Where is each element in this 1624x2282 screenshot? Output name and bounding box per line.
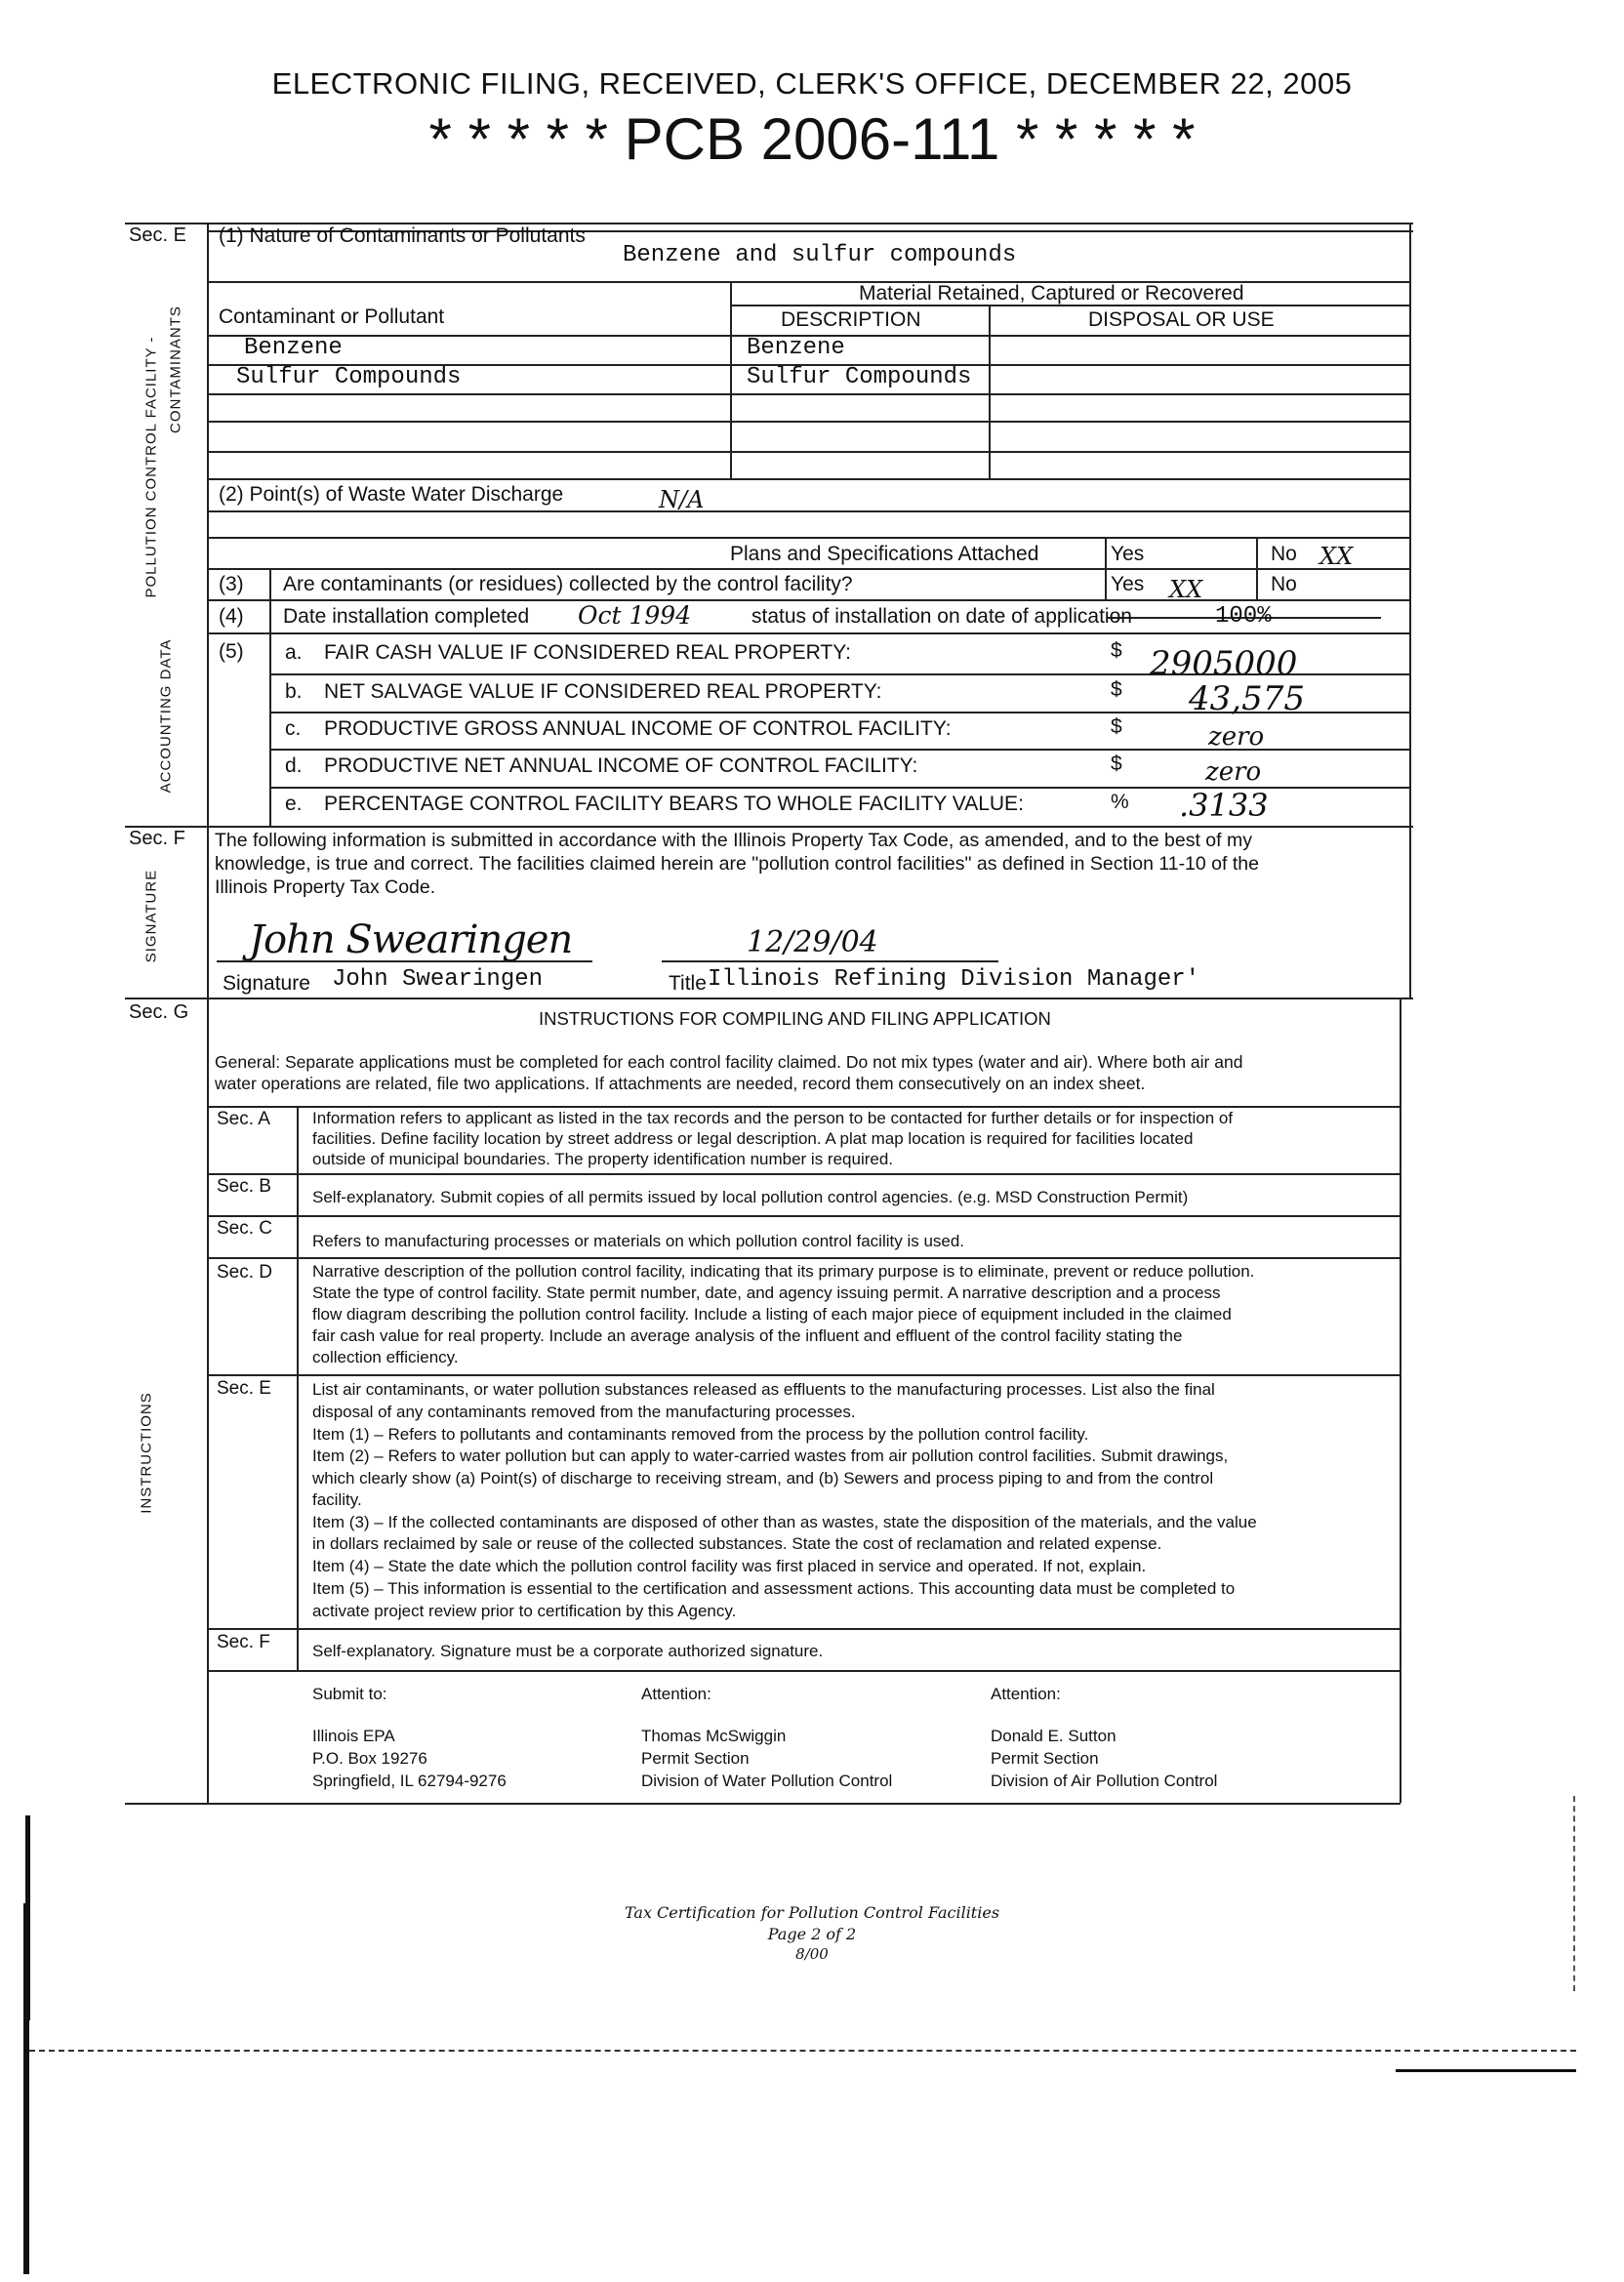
handwritten-signature: John Swearingen	[249, 917, 573, 962]
q4-status-label: status of installation on date of application	[751, 605, 1132, 628]
percentage-value: .3133	[1179, 787, 1269, 824]
row-1-description: Benzene	[747, 335, 845, 361]
row-2-contaminant: Sulfur Compounds	[236, 364, 462, 390]
signature-label: Signature	[223, 972, 310, 995]
signature-name: John Swearingen	[332, 966, 544, 993]
plans-no: No	[1271, 543, 1297, 565]
net-salvage-value: 43,575	[1189, 679, 1305, 718]
row-1-contaminant: Benzene	[244, 335, 343, 361]
waste-water-value: N/A	[659, 486, 705, 513]
net-income-value: zero	[1205, 757, 1262, 787]
submit-col3-head: Attention:	[991, 1685, 1061, 1703]
submit-col1-head: Submit to:	[312, 1685, 387, 1703]
q5-num: (5)	[219, 640, 244, 663]
q3-yes: Yes	[1111, 573, 1145, 595]
title-label: Title	[669, 972, 707, 995]
q4-status-value: 100%	[1215, 603, 1272, 630]
case-number: * * * * * PCB 2006-111 * * * * *	[428, 106, 1196, 172]
gross-income-value: zero	[1208, 722, 1265, 752]
col-description: DESCRIPTION	[781, 308, 921, 331]
side-label-pollution-control: POLLUTION CONTROL FACILITY -	[142, 336, 160, 598]
general-line-1: General: Separate applications must be completed for each control facility claimed. Do not mix types (water and air). Where both air and	[215, 1052, 1243, 1072]
q3-no: No	[1271, 573, 1297, 595]
q3-label: Are contaminants (or residues) collected by the control facility?	[283, 573, 853, 595]
filing-stamp: ELECTRONIC FILING, RECEIVED, CLERK'S OFFICE, DECEMBER 22, 2005	[271, 66, 1353, 101]
side-label-instructions: INSTRUCTIONS	[138, 1392, 155, 1514]
statement-line-2: knowledge, is true and correct. The facilities claimed herein are "pollution control facilities" as defined in Section 11-10 of the	[215, 853, 1259, 875]
instructions-heading: INSTRUCTIONS FOR COMPILING AND FILING APPLICATION	[539, 1008, 1051, 1029]
submit-col2-head: Attention:	[641, 1685, 711, 1703]
material-header: Material Retained, Captured or Recovered	[859, 282, 1244, 305]
footer-revision: 8/00	[795, 1945, 829, 1963]
plans-mark: XX	[1320, 543, 1354, 570]
q4-label: Date installation completed	[283, 605, 530, 628]
sec-f-label: Sec. F	[129, 828, 185, 849]
waste-water-label: (2) Point(s) of Waste Water Discharge	[219, 483, 564, 506]
q3-mark: XX	[1169, 576, 1203, 603]
col-disposal: DISPOSAL OR USE	[1088, 308, 1275, 331]
side-label-signature: SIGNATURE	[142, 869, 160, 963]
side-label-accounting-data: ACCOUNTING DATA	[157, 638, 175, 794]
sec-g-label: Sec. G	[129, 1001, 189, 1023]
title-value: Illinois Refining Division Manager'	[708, 966, 1200, 993]
statement-line-3: Illinois Property Tax Code.	[215, 876, 436, 898]
sec-e-label: Sec. E	[129, 224, 186, 246]
col-contaminant: Contaminant or Pollutant	[219, 306, 445, 328]
footer-page-number: Page 2 of 2	[767, 1925, 857, 1943]
row-2-description: Sulfur Compounds	[747, 364, 972, 390]
q4-num: (4)	[219, 605, 244, 628]
nature-value: Benzene and sulfur compounds	[623, 242, 1017, 268]
q4-value: Oct 1994	[578, 601, 692, 630]
general-line-2: water operations are related, file two applications. If attachments are needed, record them consecutively on an index sheet.	[215, 1074, 1146, 1093]
date-written: 12/29/04	[747, 925, 878, 959]
q3-num: (3)	[219, 573, 244, 595]
plans-yes: Yes	[1111, 543, 1145, 565]
fair-cash-value: 2905000	[1150, 644, 1298, 683]
nature-label: (1) Nature of Contaminants or Pollutants	[219, 224, 586, 247]
footer-form-title: Tax Certification for Pollution Control Facilities	[624, 1903, 1000, 1922]
statement-line-1: The following information is submitted in accordance with the Illinois Property Tax Code, as amended, and to the best of my	[215, 830, 1252, 851]
plans-label: Plans and Specifications Attached	[730, 543, 1039, 565]
side-label-contaminants: CONTAMINANTS	[167, 306, 184, 433]
